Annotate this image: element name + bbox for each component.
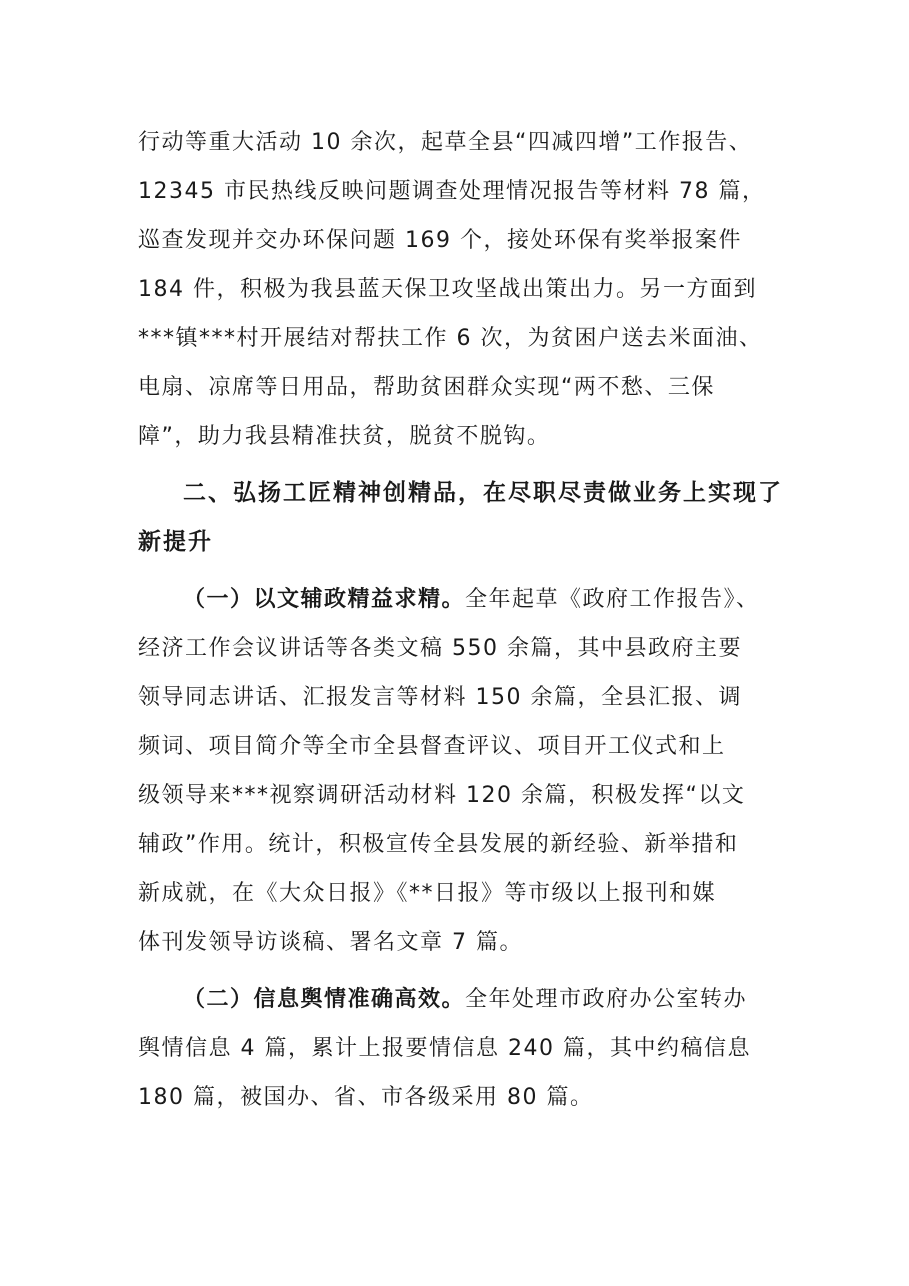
section-heading-line: 二、弘扬工匠精神创精品，在尽职尽责做业务上实现了 — [183, 480, 783, 506]
text-line: 经济工作会议讲话等各类文稿 550 余篇，其中县政府主要 — [138, 636, 742, 661]
subsection-title: （二）信息舆情准确高效。 — [183, 987, 466, 1012]
paragraph-continuation — [138, 118, 786, 461]
text-line: 12345 市民热线反映问题调查处理情况报告等材料 78 篇， — [138, 179, 766, 204]
text-line: 级领导来***视察调研活动材料 120 余篇，积极发挥“以文 — [138, 783, 746, 808]
text-fragment: 全年处理市政府办公室转办 — [465, 987, 748, 1012]
subsection-paragraph — [138, 975, 786, 1122]
text-line: 体刊发领导访谈稿、署名文章 7 篇。 — [138, 930, 523, 955]
section-heading-line: 新提升 — [138, 529, 213, 555]
text-line: 180 篇，被国办、省、市各级采用 80 篇。 — [138, 1085, 594, 1110]
text-fragment: 全年起草《政府工作报告》、 — [465, 587, 760, 612]
text-line: 电扇、凉席等日用品，帮助贫困群众实现“两不愁、三保 — [138, 375, 715, 400]
section-heading — [138, 469, 786, 567]
subsection-title: （一）以文辅政精益求精。 — [183, 587, 466, 612]
text-line: 辅政”作用。统计，积极宣传全县发展的新经验、新举措和 — [138, 832, 739, 857]
paragraph-spacer — [138, 967, 786, 975]
paragraph-spacer — [138, 567, 786, 575]
text-line: 频词、项目简介等全市全县督查评议、项目开工仪式和上 — [138, 734, 726, 759]
text-line: 巡查发现并交办环保问题 169 个，接处环保有奖举报案件 — [138, 228, 742, 253]
text-line: ***镇***村开展结对帮扶工作 6 次，为贫困户送去米面油、 — [138, 326, 763, 351]
text-line — [138, 975, 786, 1024]
document-body — [138, 118, 786, 1122]
text-line: 领导同志讲话、汇报发言等材料 150 余篇，全县汇报、调 — [138, 685, 742, 710]
text-line: 新成就，在《大众日报》《**日报》等市级以上报刊和媒 — [138, 881, 717, 906]
text-line: 行动等重大活动 10 余次，起草全县“四减四增”工作报告、 — [138, 130, 753, 155]
text-line: 舆情信息 4 篇，累计上报要情信息 240 篇，其中约稿信息 — [138, 1036, 751, 1061]
subsection-paragraph — [138, 575, 786, 967]
text-line: 184 件，积极为我县蓝天保卫攻坚战出策出力。另一方面到 — [138, 277, 757, 302]
paragraph-spacer — [138, 461, 786, 469]
text-line — [138, 575, 786, 624]
text-line: 障”，助力我县精准扶贫，脱贫不脱钩。 — [138, 424, 551, 449]
